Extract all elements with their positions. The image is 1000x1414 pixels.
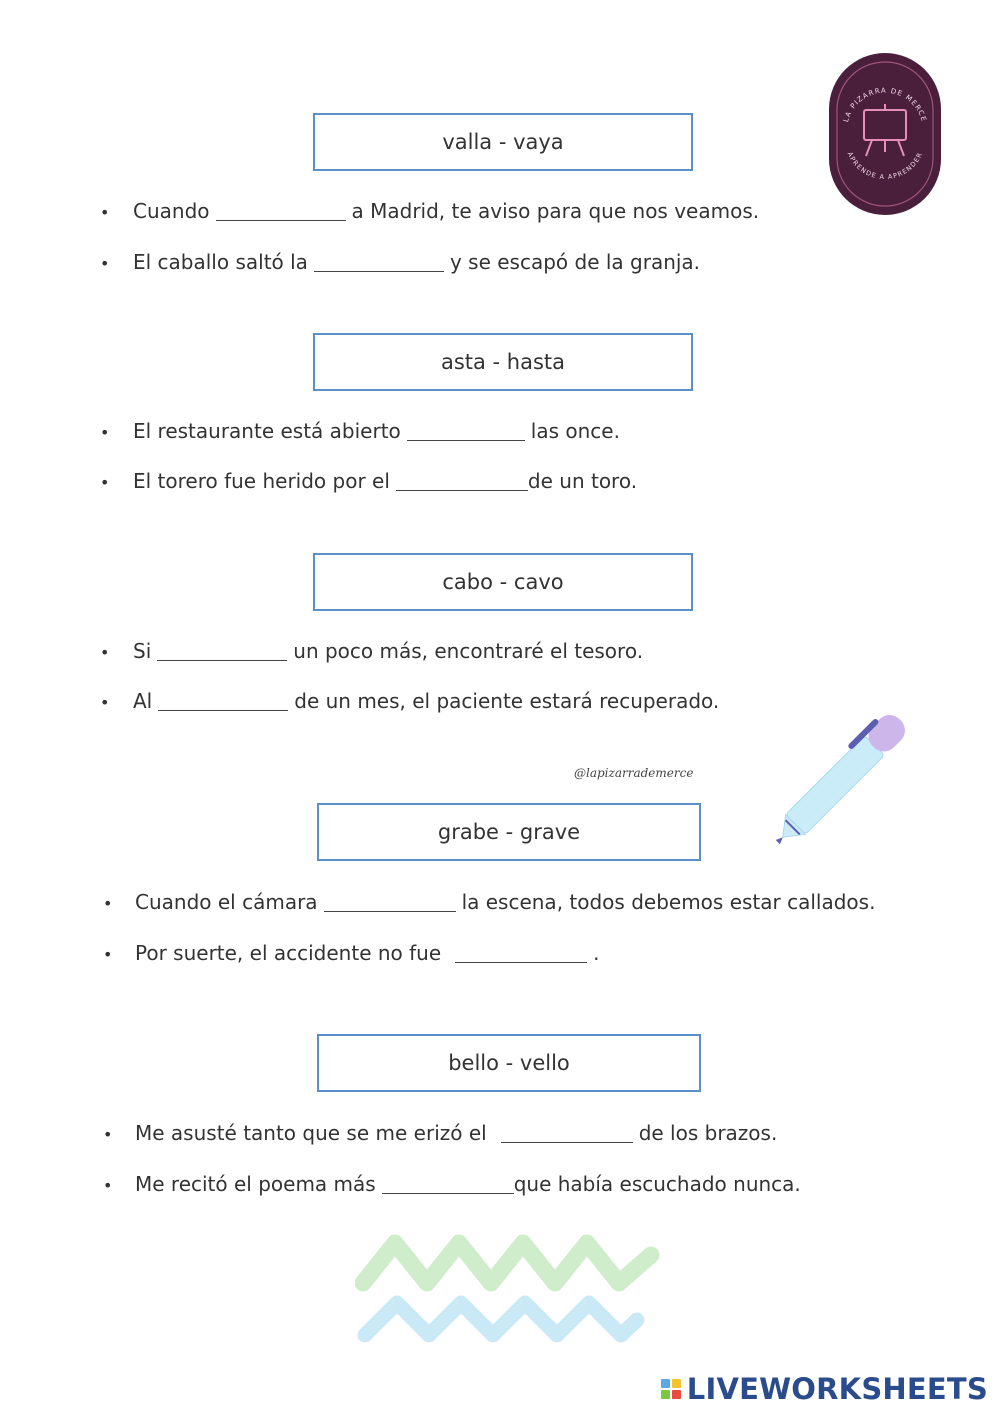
word-pair-box-2 [313, 333, 693, 391]
decorative-zigzag-waves [355, 1225, 660, 1350]
answer-blank[interactable] [158, 692, 288, 711]
word-pair-box-5 [317, 1034, 701, 1092]
sentence-text: Cuando el cámara [135, 890, 318, 914]
liveworksheets-brand[interactable] [661, 1372, 988, 1406]
liveworksheets-logo-icon [661, 1379, 681, 1399]
sentence-text: las once. [530, 419, 620, 443]
sentence-text: de un toro. [527, 469, 638, 493]
sentence-4-2 [135, 941, 600, 965]
answer-blank[interactable] [382, 1175, 514, 1194]
word-pair-label: asta - hasta [440, 350, 566, 374]
sentence-3-1 [133, 639, 643, 663]
sentence-text: a Madrid, te aviso para que nos veamos. [351, 199, 760, 223]
answer-blank[interactable] [324, 893, 456, 912]
bullet-icon: • [100, 254, 110, 273]
answer-blank[interactable] [396, 472, 528, 491]
sentence-text: El caballo saltó la [133, 250, 308, 274]
answer-blank[interactable] [314, 253, 444, 272]
word-pair-label: cabo - cavo [442, 570, 564, 594]
sentence-1-1 [133, 199, 759, 223]
sentence-text: Al [133, 689, 153, 713]
word-pair-label: grabe - grave [437, 820, 581, 844]
answer-blank[interactable] [501, 1124, 633, 1143]
word-pair-box-3 [313, 553, 693, 611]
sentence-3-2 [133, 689, 719, 713]
sentence-text: Si [133, 639, 152, 663]
sentence-text: El restaurante está abierto [133, 419, 401, 443]
word-pair-label: valla - vaya [442, 130, 564, 154]
sentence-1-2 [133, 250, 700, 274]
sentence-5-1 [135, 1121, 777, 1145]
sentence-text: . [593, 941, 600, 965]
bullet-icon: • [100, 693, 110, 712]
sentence-text: El torero fue herido por el [133, 469, 390, 493]
sentence-4-1 [135, 890, 875, 914]
sentence-2-2 [133, 469, 637, 493]
word-pair-box-1 [313, 113, 693, 171]
sentence-text: Cuando [133, 199, 210, 223]
sentence-2-1 [133, 419, 620, 443]
seal-top-text: LA PIZARRA DE MERCE [842, 86, 928, 124]
author-handle: @lapizarrademerce [574, 766, 694, 780]
bullet-icon: • [103, 1125, 113, 1144]
sentence-text: de los brazos. [638, 1121, 778, 1145]
word-pair-label: bello - vello [448, 1051, 570, 1075]
sentence-text: la escena, todos debemos estar callados. [461, 890, 876, 914]
bullet-icon: • [100, 203, 110, 222]
word-pair-box-4 [317, 803, 701, 861]
answer-blank[interactable] [216, 202, 346, 221]
bullet-icon: • [103, 894, 113, 913]
sentence-text: de un mes, el paciente estará recuperado. [294, 689, 720, 713]
brand-name: LIVEWORKSHEETS [686, 1372, 988, 1406]
bullet-icon: • [100, 423, 110, 442]
sentence-text: un poco más, encontraré el tesoro. [293, 639, 644, 663]
sentence-text: que había escuchado nunca. [513, 1172, 801, 1196]
bullet-icon: • [103, 1176, 113, 1195]
sentence-text: Por suerte, el accidente no fue [135, 941, 442, 965]
answer-blank[interactable] [157, 642, 287, 661]
sentence-5-2 [135, 1172, 801, 1196]
answer-blank[interactable] [455, 944, 587, 963]
pen-icon [765, 695, 925, 855]
bullet-icon: • [100, 473, 110, 492]
la-pizarra-de-merce-seal [828, 52, 942, 216]
answer-blank[interactable] [407, 422, 525, 441]
seal-bottom-text: APRENDE A APRENDER [845, 150, 925, 182]
sentence-text: y se escapó de la granja. [449, 250, 701, 274]
bullet-icon: • [103, 945, 113, 964]
sentence-text: Me asusté tanto que se me erizó el [135, 1121, 487, 1145]
sentence-text: Me recitó el poema más [135, 1172, 376, 1196]
bullet-icon: • [100, 643, 110, 662]
